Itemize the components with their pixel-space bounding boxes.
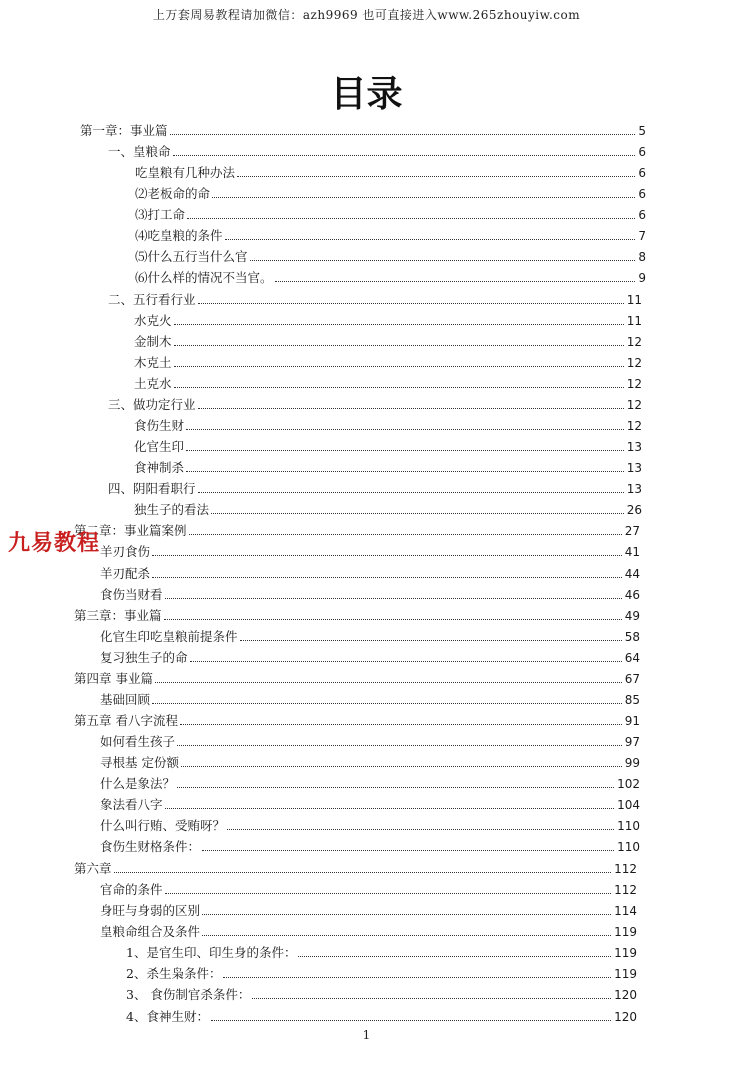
toc-entry: [74, 855, 637, 876]
toc-entry-page: 12: [626, 398, 642, 412]
toc-dot-leader: [177, 787, 614, 788]
toc-entry: [100, 812, 640, 833]
toc-entry-title: 羊刃配杀: [100, 566, 151, 581]
toc-dot-leader: [298, 956, 611, 957]
toc-entry-page: 120: [614, 988, 637, 1002]
toc-entry-title: 化官生印吃皇粮前提条件: [100, 629, 238, 644]
toc-entry: [100, 918, 637, 939]
toc-entry-title: ⑶打工命: [135, 207, 186, 222]
toc-dot-leader: [250, 260, 636, 261]
toc-entry-title: 四、阴阳看职行: [108, 481, 196, 496]
toc-entry-page: 9: [638, 271, 646, 285]
toc-entry: [100, 686, 640, 707]
toc-entry-title: 如何看生孩子: [100, 734, 176, 749]
toc-entry-page: 110: [617, 840, 640, 854]
toc-entry-page: 64: [624, 651, 640, 665]
toc-entry-title: 象法看八字: [100, 797, 163, 812]
toc-entry-title: 官命的条件: [100, 882, 163, 897]
toc-entry: [100, 623, 640, 644]
toc-dot-leader: [173, 155, 636, 156]
toc-dot-leader: [170, 134, 636, 135]
toc-entry: [134, 370, 642, 391]
toc-entry-title: 寻根基 定份额: [100, 755, 179, 770]
toc-entry-title: 一、皇粮命: [108, 144, 171, 159]
toc-entry: [74, 602, 640, 623]
toc-entry-page: 13: [626, 482, 642, 496]
toc-entry-title: 独生子的看法: [134, 502, 210, 517]
toc-entry: [135, 159, 646, 180]
toc-dot-leader: [186, 471, 624, 472]
toc-entry: [134, 349, 642, 370]
toc-entry-page: 119: [614, 946, 637, 960]
toc-entry-page: 8: [638, 250, 646, 264]
toc-entry-title: ⑹什么样的情况不当官。: [135, 270, 273, 285]
toc-entry-title: 第二章：事业篇案例: [74, 523, 187, 538]
toc-dot-leader: [174, 324, 624, 325]
toc-entry: [100, 791, 640, 812]
toc-entry: [126, 960, 637, 981]
toc-entry-title: 身旺与身弱的区别: [100, 903, 201, 918]
toc-dot-leader: [181, 766, 622, 767]
toc-entry-page: 12: [626, 356, 642, 370]
toc-entry-page: 110: [617, 819, 640, 833]
toc-entry-page: 7: [638, 229, 646, 243]
toc-entry-title: 1、是官生印、印生身的条件：: [126, 945, 297, 960]
toc-entry-title: 皇粮命组合及条件: [100, 924, 201, 939]
toc-entry-page: 120: [614, 1010, 637, 1024]
toc-dot-leader: [240, 640, 622, 641]
toc-entry-title: 2、杀生枭条件：: [126, 966, 222, 981]
toc-entry: [74, 517, 640, 538]
toc-dot-leader: [152, 703, 622, 704]
toc-dot-leader: [174, 387, 624, 388]
toc-entry-title: 什么是象法？: [100, 776, 176, 791]
page-number: 1: [362, 1028, 371, 1042]
toc-entry-page: 104: [617, 798, 640, 812]
toc-entry: [134, 328, 642, 349]
toc-entry-page: 46: [624, 588, 640, 602]
toc-entry: [100, 770, 640, 791]
toc-entry-page: 6: [638, 208, 646, 222]
toc-dot-leader: [198, 492, 624, 493]
toc-dot-leader: [275, 281, 636, 282]
toc-entry-title: 水克火: [134, 313, 172, 328]
toc-entry-page: 11: [626, 293, 642, 307]
header-banner: 上万套周易教程请加微信：azh9969 也可直接进入www.265zhouyiw.com: [152, 8, 581, 22]
toc-entry-page: 6: [638, 187, 646, 201]
toc-entry-page: 58: [624, 630, 640, 644]
toc-dot-leader: [152, 555, 622, 556]
toc-dot-leader: [225, 239, 636, 240]
toc-dot-leader: [174, 366, 624, 367]
toc-dot-leader: [211, 1020, 611, 1021]
toc-dot-leader: [174, 345, 624, 346]
toc-entry-title: 4、食神生财：: [126, 1009, 209, 1024]
toc-entry-page: 12: [626, 419, 642, 433]
toc-entry-title: 第一章：事业篇: [80, 123, 168, 138]
toc-entry: [135, 243, 646, 264]
toc-dot-leader: [165, 598, 622, 599]
toc-entry-page: 13: [626, 440, 642, 454]
toc-entry: [100, 728, 640, 749]
toc-entry-page: 27: [624, 524, 640, 538]
toc-entry-title: 复习独生子的命: [100, 650, 188, 665]
toc-entry-page: 85: [624, 693, 640, 707]
toc-dot-leader: [212, 197, 635, 198]
toc-entry-page: 102: [617, 777, 640, 791]
toc-entry-page: 119: [614, 925, 637, 939]
toc-dot-leader: [227, 829, 614, 830]
toc-entry: [134, 433, 642, 454]
toc-dot-leader: [252, 998, 611, 999]
toc-entry: [134, 454, 642, 475]
toc-entry-page: 44: [624, 567, 640, 581]
toc-dot-leader: [211, 513, 624, 514]
toc-dot-leader: [198, 408, 624, 409]
toc-entry-title: 吃皇粮有几种办法: [135, 165, 236, 180]
toc-entry-page: 12: [626, 377, 642, 391]
toc-entry: [100, 538, 640, 559]
toc-entry-title: 什么叫行贿、受贿呀？: [100, 818, 226, 833]
toc-entry: [74, 665, 640, 686]
toc-dot-leader: [180, 724, 622, 725]
toc-entry: [134, 496, 642, 517]
toc-entry: [135, 222, 646, 243]
toc-dot-leader: [186, 450, 624, 451]
toc-entry: [100, 560, 640, 581]
toc-entry-title: 羊刃食伤: [100, 544, 151, 559]
toc-entry-page: 13: [626, 461, 642, 475]
toc-dot-leader: [164, 619, 622, 620]
toc-entry: [135, 180, 646, 201]
toc-entry-title: 基础回顾: [100, 692, 151, 707]
toc-entry: [108, 475, 642, 496]
toc-dot-leader: [202, 850, 614, 851]
toc-entry: [100, 644, 640, 665]
toc-entry-title: 食伤生财格条件：: [100, 839, 201, 854]
toc-entry-page: 11: [626, 314, 642, 328]
toc-entry: [80, 117, 646, 138]
toc-dot-leader: [190, 661, 622, 662]
toc-entry-title: ⑵老板命的命: [135, 186, 211, 201]
toc-entry-title: 金制木: [134, 334, 172, 349]
toc-entry: [126, 981, 637, 1002]
page-title: 目录: [330, 74, 403, 115]
toc-dot-leader: [152, 577, 622, 578]
toc-entry-title: 三、做功定行业: [108, 397, 196, 412]
toc-dot-leader: [237, 176, 635, 177]
toc-entry: [100, 876, 637, 897]
toc-entry-page: 99: [624, 756, 640, 770]
toc-entry-page: 41: [624, 545, 640, 559]
toc-entry-title: 第四章 事业篇: [74, 671, 153, 686]
toc-entry: [135, 201, 646, 222]
toc-entry-title: 土克水: [134, 376, 172, 391]
toc-entry: [134, 412, 642, 433]
toc-dot-leader: [177, 745, 622, 746]
toc-entry-page: 67: [624, 672, 640, 686]
toc-entry: [100, 833, 640, 854]
toc-dot-leader: [186, 429, 624, 430]
toc-entry-page: 49: [624, 609, 640, 623]
toc-entry: [100, 897, 637, 918]
toc-entry-title: ⑸什么五行当什么官: [135, 249, 248, 264]
toc-entry-page: 119: [614, 967, 637, 981]
toc-entry-page: 5: [638, 124, 646, 138]
toc-entry: [100, 749, 640, 770]
toc-entry-page: 114: [614, 904, 637, 918]
toc-entry-page: 26: [626, 503, 642, 517]
toc-entry: [126, 1003, 637, 1024]
toc-entry: [108, 138, 646, 159]
toc-dot-leader: [202, 935, 611, 936]
toc-dot-leader: [198, 303, 624, 304]
toc-entry-page: 91: [624, 714, 640, 728]
toc-entry: [74, 707, 640, 728]
toc-dot-leader: [114, 872, 612, 873]
toc-entry-page: 12: [626, 335, 642, 349]
toc-entry-page: 112: [614, 862, 637, 876]
toc-entry-title: 第六章: [74, 861, 112, 876]
toc-dot-leader: [202, 914, 611, 915]
toc-entry-title: 木克土: [134, 355, 172, 370]
toc-entry-title: 二、五行看行业: [108, 292, 196, 307]
toc-entry: [134, 307, 642, 328]
toc-entry-title: 第三章：事业篇: [74, 608, 162, 623]
toc-entry-title: 3、 食伤制官杀条件：: [126, 987, 251, 1002]
toc-entry-page: 97: [624, 735, 640, 749]
toc-entry-title: 第五章 看八字流程: [74, 713, 178, 728]
toc-entry: [135, 264, 646, 285]
toc-entry: [100, 581, 640, 602]
toc-entry-page: 112: [614, 883, 637, 897]
toc-entry-title: 食伤当财看: [100, 587, 163, 602]
toc-entry-page: 6: [638, 145, 646, 159]
toc-dot-leader: [155, 682, 622, 683]
toc-entry-title: 化官生印: [134, 439, 185, 454]
toc-entry: [108, 286, 642, 307]
toc-entry-title: 食伤生财: [134, 418, 185, 433]
toc-entry-page: 6: [638, 166, 646, 180]
toc-dot-leader: [165, 893, 612, 894]
toc-entry: [108, 391, 642, 412]
toc-dot-leader: [187, 218, 635, 219]
toc-dot-leader: [165, 808, 615, 809]
toc-entry-title: 食神制杀: [134, 460, 185, 475]
toc-dot-leader: [223, 977, 611, 978]
toc-dot-leader: [189, 534, 622, 535]
watermark-logo: 九易教程: [8, 531, 101, 556]
toc-entry-title: ⑷吃皇粮的条件: [135, 228, 223, 243]
toc-entry: [126, 939, 637, 960]
